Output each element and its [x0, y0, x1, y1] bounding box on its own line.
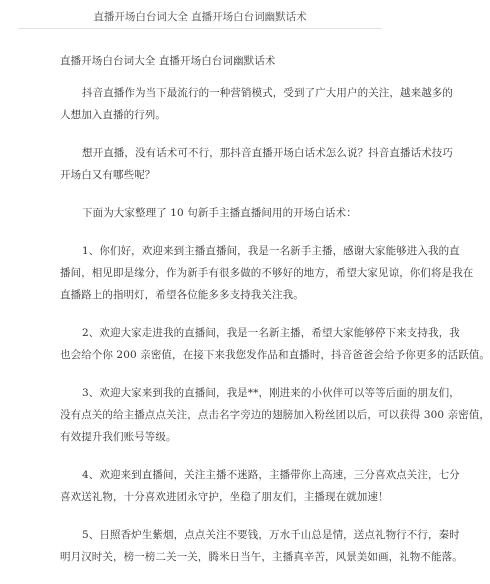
paragraph-line: 没有点关的给主播点点关注，点击名字旁边的翅膀加入粉丝团以后，可以获得 300 亲密值，: [60, 409, 490, 421]
script-item-2: [60, 322, 490, 366]
paragraph-line: 也会给个你 200 亲密值，在接下来我您发作品和直播时，抖音爸爸会给予你更多的活跃值。: [60, 349, 490, 361]
paragraph-line: 5、日照香炉生紫烟，点点关注不要钱，万水千山总是情，送点礼物行不行，秦时: [82, 529, 460, 541]
paragraph-line: 开场白又有哪些呢？: [60, 169, 156, 181]
header-title: 直播开场白台词大全 直播开场白台词幽默话术: [93, 11, 307, 23]
paragraph-line: 下面为大家整理了 10 句新手主播直播间用的开场白话术：: [82, 207, 357, 219]
script-item-5: [60, 524, 463, 568]
paragraph-line: 3、欢迎大家来到我的直播间，我是**，刚进来的小伙伴可以等等后面的朋友们，: [82, 387, 460, 399]
article-body: [60, 50, 490, 584]
article-title: 直播开场白台词大全 直播开场白台词幽默话术: [60, 55, 276, 67]
paragraph-list-intro: [60, 202, 356, 224]
paragraph-line: 有效提升我们账号等级。: [60, 431, 177, 443]
paragraph-question: [60, 142, 453, 186]
paragraph-line: 明月汉时关，榜一榜二关一关，腾米日当午，主播真辛苦，风景美如画，礼物不能落。: [60, 551, 463, 563]
script-item-1: [60, 240, 474, 306]
paragraph-line: 2、欢迎大家走进我的直播间，我是一名新主播，希望大家能够停下来支持我，我: [82, 327, 460, 339]
script-item-4: [60, 464, 460, 508]
paragraph-line: 1、你们好，欢迎来到主播直播间，我是一名新手主播，感谢大家能够进入我的直: [82, 245, 460, 257]
paragraph-line: 抖音直播作为当下最流行的一种营销模式，受到了广大用户的关注，越来越多的: [82, 87, 453, 99]
script-item-3: [60, 382, 490, 448]
paragraph-line: 4、欢迎来到直播间，关注主播不迷路，主播带你上高速，三分喜欢点关注，七分: [82, 469, 460, 481]
paragraph-line: 直播路上的指明灯，希望各位能多多支持我关注我。: [60, 289, 304, 301]
paragraph-line: 播间，相见即是缘分，作为新手有很多做的不够好的地方，希望大家见谅，你们将是我在: [60, 267, 474, 279]
paragraph-line: 喜欢送礼物，十分喜欢进团永守护，坐稳了朋友们，主播现在就加速！: [60, 491, 389, 503]
paragraph-line: 想开直播，没有话术可不行，那抖音直播开场白话术怎么说？抖音直播话术技巧: [82, 147, 453, 159]
header-divider: [18, 28, 382, 29]
paragraph-line: 人想加入直播的行列。: [60, 109, 166, 121]
paragraph-intro: [60, 82, 453, 126]
